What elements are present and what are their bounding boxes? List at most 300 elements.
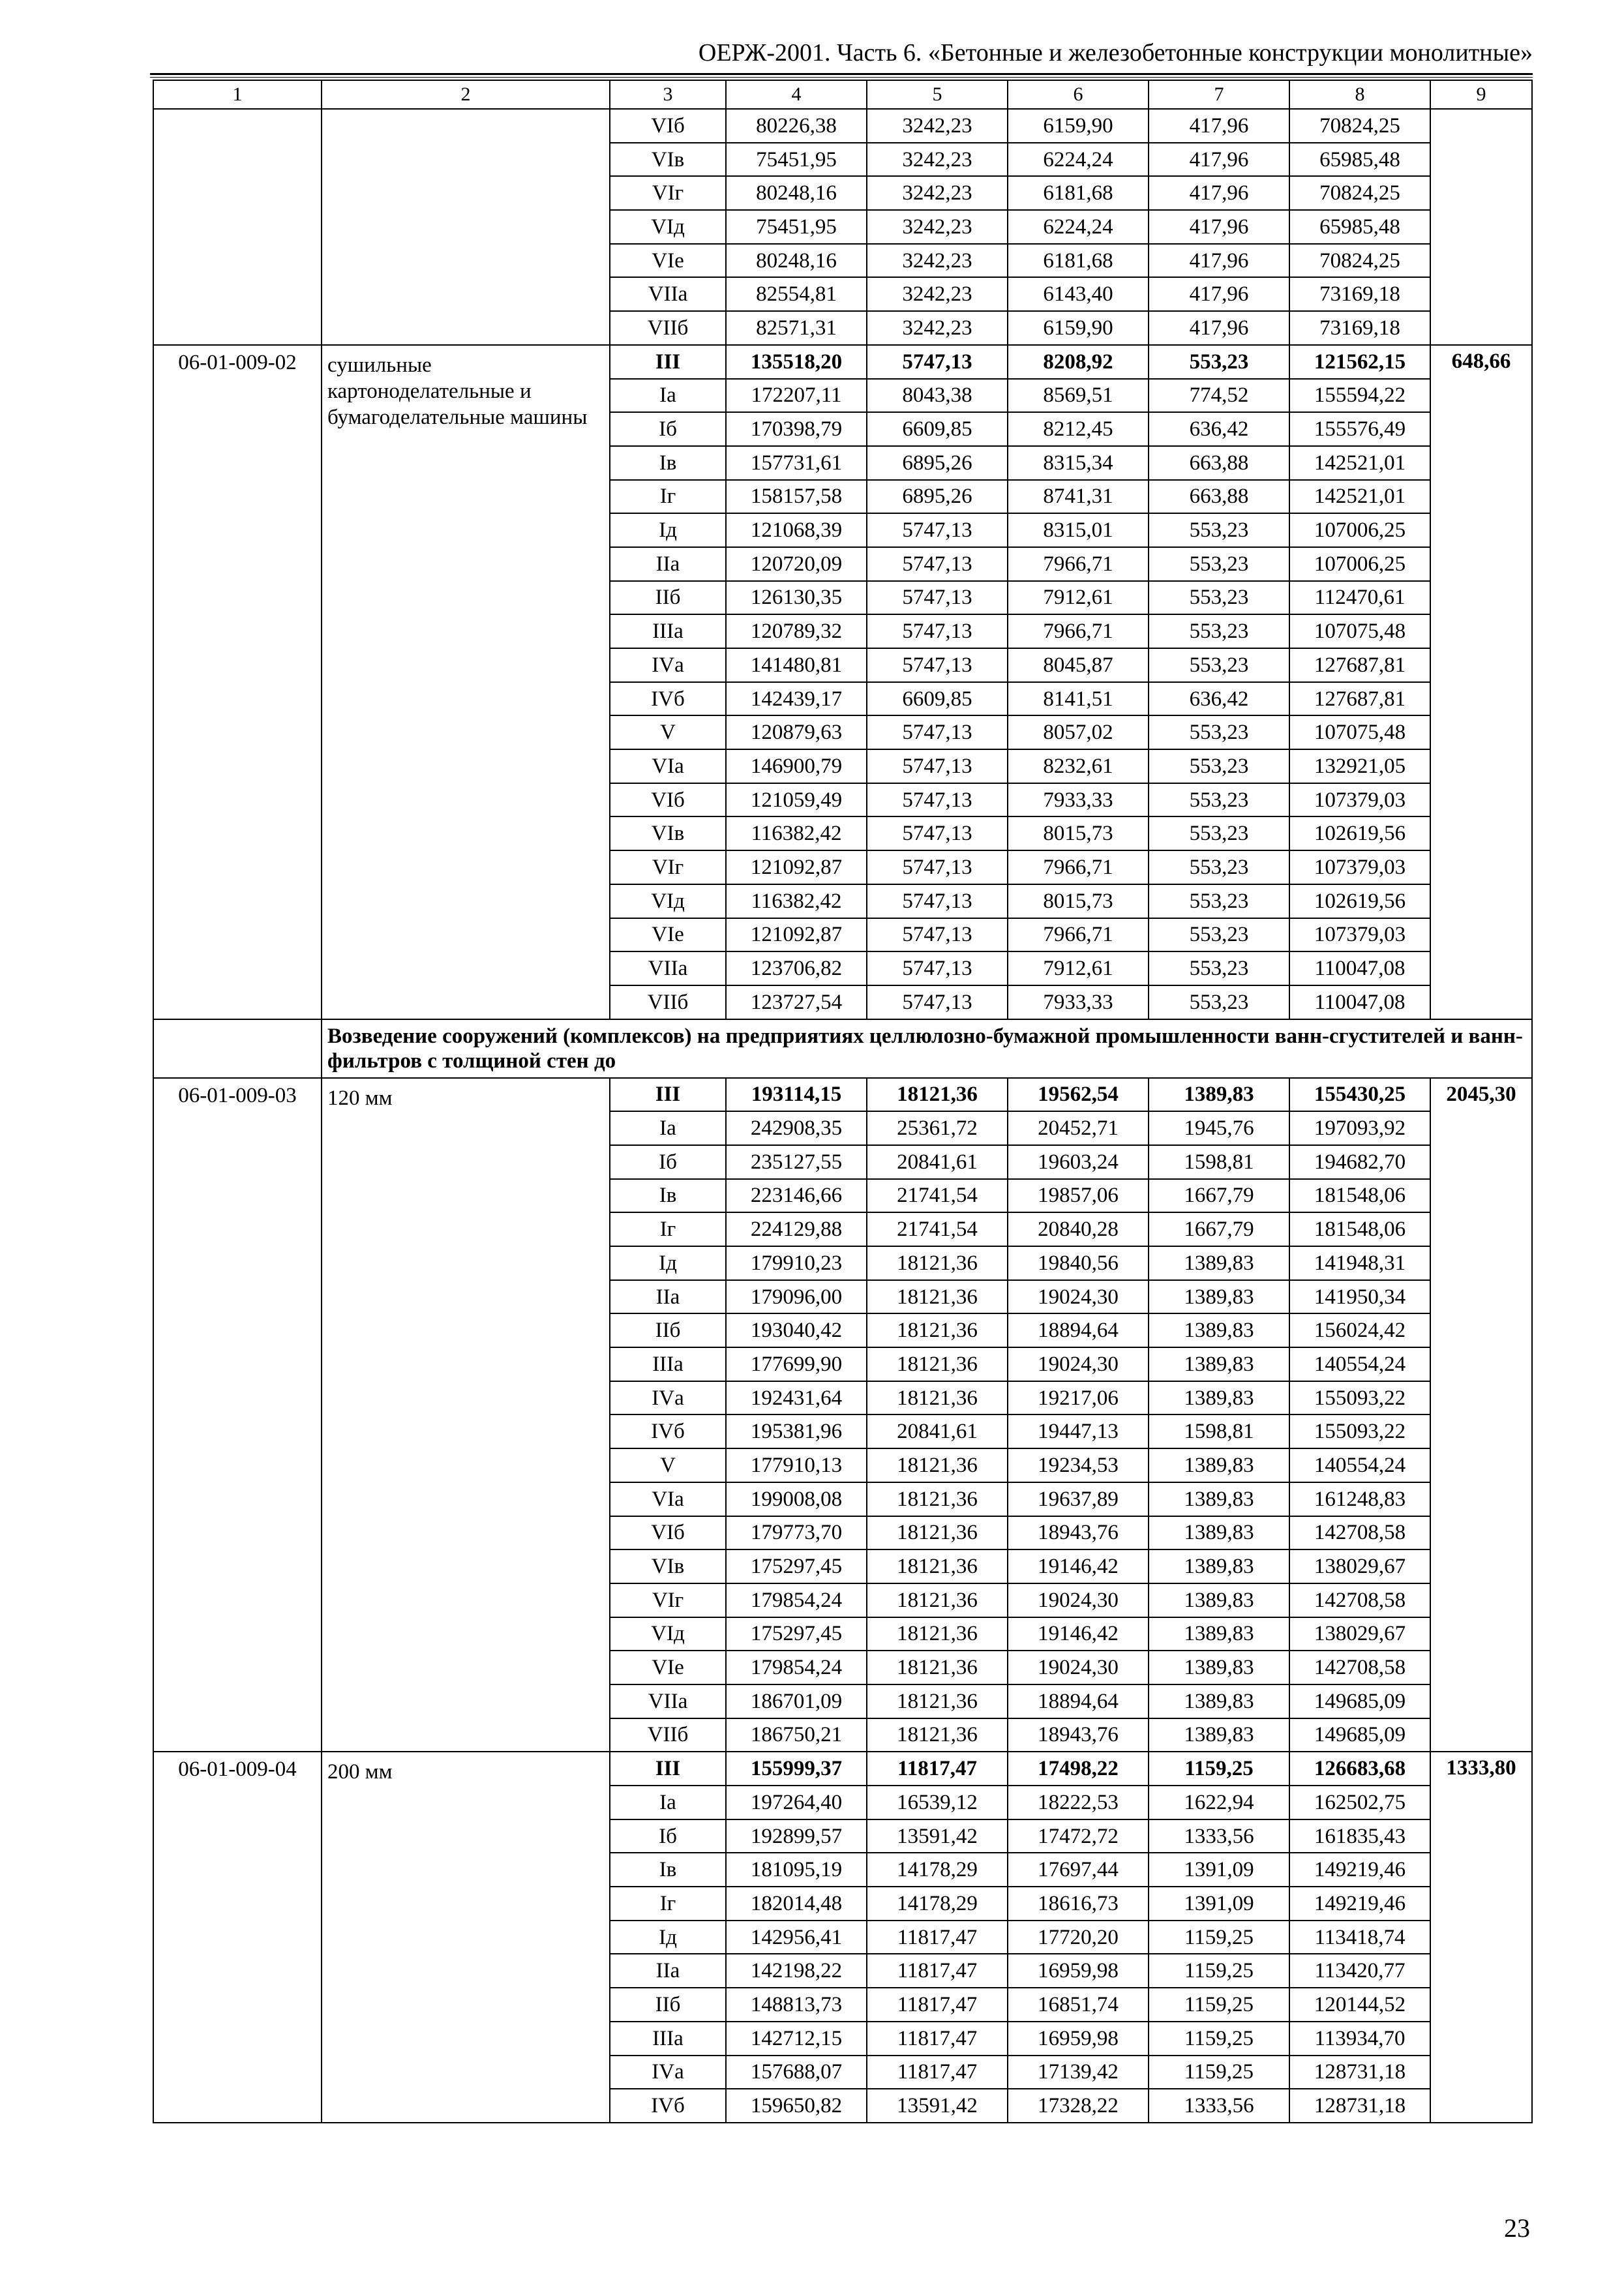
machines-cell: 19024,30 (1008, 1347, 1149, 1381)
wages-cell: 13591,42 (867, 1819, 1008, 1853)
zone-cell: Iа (610, 1111, 726, 1145)
zone-cell: IIб (610, 1313, 726, 1347)
materials-cell: 140554,24 (1289, 1448, 1430, 1482)
machinist-wages-cell: 1389,83 (1149, 1381, 1289, 1415)
zone-cell: VIд (610, 210, 726, 244)
zone-cell: Iб (610, 1819, 726, 1853)
machinist-wages-cell: 417,96 (1149, 311, 1289, 345)
total-cost-cell: 172207,11 (726, 379, 867, 413)
total-cost-cell: 195381,96 (726, 1414, 867, 1448)
zone-cell: IVа (610, 648, 726, 682)
machinist-wages-cell: 553,23 (1149, 749, 1289, 783)
column-number-cell: 8 (1289, 80, 1430, 109)
materials-cell: 155093,22 (1289, 1381, 1430, 1415)
total-cost-cell: 148813,73 (726, 1988, 867, 2022)
column-number-row (153, 80, 1532, 109)
materials-cell: 113420,77 (1289, 1954, 1430, 1988)
total-cost-cell: 157731,61 (726, 446, 867, 480)
total-cost-cell: 224129,88 (726, 1212, 867, 1246)
zone-cell: IVб (610, 1414, 726, 1448)
total-cost-cell: 181095,19 (726, 1853, 867, 1887)
wages-cell: 5747,13 (867, 749, 1008, 783)
materials-cell: 107379,03 (1289, 850, 1430, 884)
zone-cell: VIе (610, 918, 726, 952)
machines-cell: 19024,30 (1008, 1651, 1149, 1684)
total-cost-cell: 120789,32 (726, 614, 867, 648)
zone-cell: IIа (610, 1954, 726, 1988)
total-cost-cell: 223146,66 (726, 1179, 867, 1213)
machines-cell: 8315,34 (1008, 446, 1149, 480)
wages-cell: 16539,12 (867, 1786, 1008, 1819)
machinist-wages-cell: 417,96 (1149, 109, 1289, 143)
total-cost-cell: 179773,70 (726, 1516, 867, 1550)
machines-cell: 7912,61 (1008, 581, 1149, 615)
wages-cell: 11817,47 (867, 1752, 1008, 1786)
zone-cell: Iг (610, 1212, 726, 1246)
labor-cost-cell (1430, 109, 1532, 345)
table-row (153, 1752, 1532, 1786)
machines-cell: 6159,90 (1008, 311, 1149, 345)
wages-cell: 18121,36 (867, 1718, 1008, 1752)
machinist-wages-cell: 1389,83 (1149, 1482, 1289, 1516)
zone-cell: Iд (610, 1246, 726, 1280)
zone-cell: V (610, 1448, 726, 1482)
total-cost-cell: 192899,57 (726, 1819, 867, 1853)
zone-cell: Iб (610, 1145, 726, 1179)
total-cost-cell: 186701,09 (726, 1684, 867, 1718)
machines-cell: 7966,71 (1008, 850, 1149, 884)
total-cost-cell: 177910,13 (726, 1448, 867, 1482)
machines-cell: 19857,06 (1008, 1179, 1149, 1213)
machines-cell: 18616,73 (1008, 1887, 1149, 1921)
machines-cell: 8232,61 (1008, 749, 1149, 783)
materials-cell: 127687,81 (1289, 682, 1430, 716)
machines-cell: 20452,71 (1008, 1111, 1149, 1145)
machinist-wages-cell: 1389,83 (1149, 1651, 1289, 1684)
wages-cell: 5747,13 (867, 918, 1008, 952)
total-cost-cell: 159650,82 (726, 2089, 867, 2123)
zone-cell: Iб (610, 412, 726, 446)
materials-cell: 142708,58 (1289, 1516, 1430, 1550)
machinist-wages-cell: 1389,83 (1149, 1448, 1289, 1482)
wages-cell: 3242,23 (867, 244, 1008, 278)
materials-cell: 156024,42 (1289, 1313, 1430, 1347)
machines-cell: 7912,61 (1008, 951, 1149, 985)
machinist-wages-cell: 1389,83 (1149, 1313, 1289, 1347)
materials-cell: 149219,46 (1289, 1853, 1430, 1887)
materials-cell: 138029,67 (1289, 1617, 1430, 1651)
zone-cell: VIIб (610, 311, 726, 345)
total-cost-cell: 192431,64 (726, 1381, 867, 1415)
materials-cell: 197093,92 (1289, 1111, 1430, 1145)
wages-cell: 6895,26 (867, 480, 1008, 514)
column-number-cell: 5 (867, 80, 1008, 109)
machinist-wages-cell: 553,23 (1149, 345, 1289, 379)
zone-cell: VIе (610, 244, 726, 278)
machinist-wages-cell: 1389,83 (1149, 1583, 1289, 1617)
wages-cell: 25361,72 (867, 1111, 1008, 1145)
machinist-wages-cell: 1159,25 (1149, 1752, 1289, 1786)
machines-cell: 18222,53 (1008, 1786, 1149, 1819)
machines-cell: 17472,72 (1008, 1819, 1149, 1853)
machines-cell: 8141,51 (1008, 682, 1149, 716)
total-cost-cell: 242908,35 (726, 1111, 867, 1145)
machines-cell: 19217,06 (1008, 1381, 1149, 1415)
materials-cell: 162502,75 (1289, 1786, 1430, 1819)
zone-cell: VIд (610, 1617, 726, 1651)
machinist-wages-cell: 553,23 (1149, 715, 1289, 749)
materials-cell: 73169,18 (1289, 277, 1430, 311)
code-cell (153, 109, 322, 345)
labor-cost-cell: 648,66 (1430, 345, 1532, 1019)
machinist-wages-cell: 553,23 (1149, 513, 1289, 547)
machines-cell: 17498,22 (1008, 1752, 1149, 1786)
materials-cell: 194682,70 (1289, 1145, 1430, 1179)
wages-cell: 11817,47 (867, 1988, 1008, 2022)
machines-cell: 20840,28 (1008, 1212, 1149, 1246)
materials-cell: 141950,34 (1289, 1280, 1430, 1314)
total-cost-cell: 123727,54 (726, 985, 867, 1019)
zone-cell: VIа (610, 1482, 726, 1516)
machinist-wages-cell: 417,96 (1149, 176, 1289, 210)
wages-cell: 14178,29 (867, 1887, 1008, 1921)
page-number: 23 (1504, 2213, 1530, 2243)
total-cost-cell: 158157,58 (726, 480, 867, 514)
total-cost-cell: 170398,79 (726, 412, 867, 446)
materials-cell: 70824,25 (1289, 176, 1430, 210)
machinist-wages-cell: 1389,83 (1149, 1347, 1289, 1381)
wages-cell: 18121,36 (867, 1583, 1008, 1617)
total-cost-cell: 126130,35 (726, 581, 867, 615)
wages-cell: 18121,36 (867, 1617, 1008, 1651)
machines-cell: 18943,76 (1008, 1718, 1149, 1752)
machinist-wages-cell: 417,96 (1149, 277, 1289, 311)
wages-cell: 8043,38 (867, 379, 1008, 413)
machines-cell: 7966,71 (1008, 614, 1149, 648)
machinist-wages-cell: 553,23 (1149, 951, 1289, 985)
total-cost-cell: 82571,31 (726, 311, 867, 345)
zone-cell: VIб (610, 1516, 726, 1550)
wages-cell: 20841,61 (867, 1145, 1008, 1179)
materials-cell: 161248,83 (1289, 1482, 1430, 1516)
column-number-cell: 9 (1430, 80, 1532, 109)
machinist-wages-cell: 1389,83 (1149, 1246, 1289, 1280)
materials-cell: 128731,18 (1289, 2056, 1430, 2089)
table-row (153, 109, 1532, 143)
machinist-wages-cell: 636,42 (1149, 682, 1289, 716)
machines-cell: 19024,30 (1008, 1280, 1149, 1314)
wages-cell: 5747,13 (867, 513, 1008, 547)
total-cost-cell: 121068,39 (726, 513, 867, 547)
materials-cell: 161835,43 (1289, 1819, 1430, 1853)
machinist-wages-cell: 553,23 (1149, 918, 1289, 952)
total-cost-cell: 142956,41 (726, 1921, 867, 1954)
materials-cell: 110047,08 (1289, 951, 1430, 985)
materials-cell: 128731,18 (1289, 2089, 1430, 2123)
zone-cell: IVа (610, 1381, 726, 1415)
table-row (153, 345, 1532, 379)
machines-cell: 8057,02 (1008, 715, 1149, 749)
column-number-cell: 1 (153, 80, 322, 109)
zone-cell: IIIа (610, 1347, 726, 1381)
section-title: Возведение сооружений (комплексов) на предприятиях целлюлозно-бумажной промышленности ванн-сгустителей и ванн-фильтров с толщиной стен до (322, 1019, 1532, 1078)
materials-cell: 155594,22 (1289, 379, 1430, 413)
zone-cell: VIIа (610, 1684, 726, 1718)
total-cost-cell: 121092,87 (726, 850, 867, 884)
materials-cell: 107379,03 (1289, 783, 1430, 817)
total-cost-cell: 121092,87 (726, 918, 867, 952)
materials-cell: 149685,09 (1289, 1718, 1430, 1752)
total-cost-cell: 193040,42 (726, 1313, 867, 1347)
wages-cell: 5747,13 (867, 985, 1008, 1019)
machines-cell: 6159,90 (1008, 109, 1149, 143)
zone-cell: IVб (610, 2089, 726, 2123)
column-number-cell: 4 (726, 80, 867, 109)
machines-cell: 8569,51 (1008, 379, 1149, 413)
total-cost-cell: 199008,08 (726, 1482, 867, 1516)
total-cost-cell: 116382,42 (726, 884, 867, 918)
materials-cell: 181548,06 (1289, 1179, 1430, 1213)
zone-cell: Iг (610, 480, 726, 514)
zone-cell: IIб (610, 581, 726, 615)
machinist-wages-cell: 1622,94 (1149, 1786, 1289, 1819)
total-cost-cell: 82554,81 (726, 277, 867, 311)
machinist-wages-cell: 1945,76 (1149, 1111, 1289, 1145)
zone-cell: III (610, 345, 726, 379)
rate-code: 06-01-009-02 (153, 345, 322, 1019)
materials-cell: 107075,48 (1289, 715, 1430, 749)
zone-cell: IVа (610, 2056, 726, 2089)
machines-cell: 8015,73 (1008, 816, 1149, 850)
materials-cell: 132921,05 (1289, 749, 1430, 783)
zone-cell: Iд (610, 513, 726, 547)
machines-cell: 6181,68 (1008, 176, 1149, 210)
machines-cell: 8741,31 (1008, 480, 1149, 514)
rate-code: 06-01-009-03 (153, 1078, 322, 1752)
materials-cell: 149219,46 (1289, 1887, 1430, 1921)
labor-cost-cell: 1333,80 (1430, 1752, 1532, 2123)
materials-cell: 138029,67 (1289, 1549, 1430, 1583)
zone-cell: Iа (610, 379, 726, 413)
zone-cell: VIе (610, 1651, 726, 1684)
wages-cell: 3242,23 (867, 109, 1008, 143)
machines-cell: 16851,74 (1008, 1988, 1149, 2022)
wages-cell: 18121,36 (867, 1516, 1008, 1550)
materials-cell: 142521,01 (1289, 480, 1430, 514)
materials-cell: 142708,58 (1289, 1583, 1430, 1617)
machines-cell: 8015,73 (1008, 884, 1149, 918)
zone-cell: VIв (610, 143, 726, 177)
machines-cell: 16959,98 (1008, 1954, 1149, 1988)
machinist-wages-cell: 417,96 (1149, 210, 1289, 244)
wages-cell: 18121,36 (867, 1280, 1008, 1314)
wages-cell: 5747,13 (867, 648, 1008, 682)
machines-cell: 17697,44 (1008, 1853, 1149, 1887)
header-rule-thin (150, 77, 1533, 78)
machinist-wages-cell: 553,23 (1149, 581, 1289, 615)
zone-cell: V (610, 715, 726, 749)
total-cost-cell: 120720,09 (726, 547, 867, 581)
machines-cell: 19637,89 (1008, 1482, 1149, 1516)
machines-cell: 17139,42 (1008, 2056, 1149, 2089)
zone-cell: VIв (610, 816, 726, 850)
materials-cell: 155093,22 (1289, 1414, 1430, 1448)
name-cell (322, 109, 610, 345)
zone-cell: VIг (610, 850, 726, 884)
wages-cell: 3242,23 (867, 311, 1008, 345)
wages-cell: 11817,47 (867, 1954, 1008, 1988)
wages-cell: 18121,36 (867, 1246, 1008, 1280)
total-cost-cell: 146900,79 (726, 749, 867, 783)
work-name: 200 мм (322, 1752, 610, 2123)
wages-cell: 5747,13 (867, 783, 1008, 817)
total-cost-cell: 186750,21 (726, 1718, 867, 1752)
materials-cell: 127687,81 (1289, 648, 1430, 682)
machinist-wages-cell: 1389,83 (1149, 1718, 1289, 1752)
machines-cell: 6181,68 (1008, 244, 1149, 278)
materials-cell: 140554,24 (1289, 1347, 1430, 1381)
total-cost-cell: 80248,16 (726, 176, 867, 210)
machinist-wages-cell: 553,23 (1149, 648, 1289, 682)
wages-cell: 5747,13 (867, 715, 1008, 749)
total-cost-cell: 116382,42 (726, 816, 867, 850)
machines-cell: 7966,71 (1008, 918, 1149, 952)
machinist-wages-cell: 1598,81 (1149, 1414, 1289, 1448)
total-cost-cell: 182014,48 (726, 1887, 867, 1921)
wages-cell: 3242,23 (867, 176, 1008, 210)
machinist-wages-cell: 1389,83 (1149, 1516, 1289, 1550)
machines-cell: 19024,30 (1008, 1583, 1149, 1617)
wages-cell: 5747,13 (867, 581, 1008, 615)
total-cost-cell: 75451,95 (726, 143, 867, 177)
zone-cell: III (610, 1078, 726, 1112)
wages-cell: 18121,36 (867, 1651, 1008, 1684)
wages-cell: 5747,13 (867, 345, 1008, 379)
machines-cell: 8212,45 (1008, 412, 1149, 446)
machinist-wages-cell: 553,23 (1149, 850, 1289, 884)
materials-cell: 65985,48 (1289, 143, 1430, 177)
materials-cell: 126683,68 (1289, 1752, 1430, 1786)
total-cost-cell: 175297,45 (726, 1549, 867, 1583)
machinist-wages-cell: 1667,79 (1149, 1179, 1289, 1213)
zone-cell: Iа (610, 1786, 726, 1819)
total-cost-cell: 142712,15 (726, 2022, 867, 2056)
total-cost-cell: 179910,23 (726, 1246, 867, 1280)
machines-cell: 19603,24 (1008, 1145, 1149, 1179)
total-cost-cell: 121059,49 (726, 783, 867, 817)
machinist-wages-cell: 774,52 (1149, 379, 1289, 413)
materials-cell: 113934,70 (1289, 2022, 1430, 2056)
machinist-wages-cell: 1389,83 (1149, 1280, 1289, 1314)
wages-cell: 5747,13 (867, 816, 1008, 850)
zone-cell: IIа (610, 1280, 726, 1314)
machines-cell: 6224,24 (1008, 143, 1149, 177)
wages-cell: 21741,54 (867, 1212, 1008, 1246)
machinist-wages-cell: 1159,25 (1149, 1988, 1289, 2022)
machinist-wages-cell: 1159,25 (1149, 1954, 1289, 1988)
rate-code: 06-01-009-04 (153, 1752, 322, 2123)
total-cost-cell: 179854,24 (726, 1651, 867, 1684)
wages-cell: 18121,36 (867, 1482, 1008, 1516)
materials-cell: 110047,08 (1289, 985, 1430, 1019)
wages-cell: 18121,36 (867, 1381, 1008, 1415)
zone-cell: VIIа (610, 951, 726, 985)
materials-cell: 73169,18 (1289, 311, 1430, 345)
table-row (153, 1078, 1532, 1112)
wages-cell: 5747,13 (867, 884, 1008, 918)
zone-cell: VIг (610, 176, 726, 210)
wages-cell: 18121,36 (867, 1448, 1008, 1482)
total-cost-cell: 80226,38 (726, 109, 867, 143)
machines-cell: 19840,56 (1008, 1246, 1149, 1280)
wages-cell: 5747,13 (867, 850, 1008, 884)
wages-cell: 3242,23 (867, 210, 1008, 244)
total-cost-cell: 193114,15 (726, 1078, 867, 1112)
wages-cell: 18121,36 (867, 1078, 1008, 1112)
materials-cell: 113418,74 (1289, 1921, 1430, 1954)
zone-cell: Iг (610, 1887, 726, 1921)
total-cost-cell: 75451,95 (726, 210, 867, 244)
materials-cell: 107006,25 (1289, 547, 1430, 581)
zone-cell: VIIб (610, 985, 726, 1019)
column-number-cell: 2 (322, 80, 610, 109)
wages-cell: 21741,54 (867, 1179, 1008, 1213)
machines-cell: 19447,13 (1008, 1414, 1149, 1448)
total-cost-cell: 179854,24 (726, 1583, 867, 1617)
total-cost-cell: 123706,82 (726, 951, 867, 985)
machinist-wages-cell: 553,23 (1149, 985, 1289, 1019)
wages-cell: 14178,29 (867, 1853, 1008, 1887)
machinist-wages-cell: 553,23 (1149, 614, 1289, 648)
total-cost-cell: 177699,90 (726, 1347, 867, 1381)
wages-cell: 5747,13 (867, 951, 1008, 985)
zone-cell: VIIа (610, 277, 726, 311)
total-cost-cell: 142198,22 (726, 1954, 867, 1988)
wages-cell: 20841,61 (867, 1414, 1008, 1448)
wages-cell: 11817,47 (867, 1921, 1008, 1954)
labor-cost-cell: 2045,30 (1430, 1078, 1532, 1752)
header-rule-thick (150, 73, 1533, 75)
zone-cell: IVб (610, 682, 726, 716)
materials-cell: 120144,52 (1289, 1988, 1430, 2022)
materials-cell: 141948,31 (1289, 1246, 1430, 1280)
materials-cell: 70824,25 (1289, 109, 1430, 143)
total-cost-cell: 155999,37 (726, 1752, 867, 1786)
machines-cell: 8045,87 (1008, 648, 1149, 682)
machines-cell: 6143,40 (1008, 277, 1149, 311)
machinist-wages-cell: 553,23 (1149, 783, 1289, 817)
zone-cell: VIб (610, 109, 726, 143)
machines-cell: 17720,20 (1008, 1921, 1149, 1954)
zone-cell: VIд (610, 884, 726, 918)
zone-cell: IIа (610, 547, 726, 581)
machinist-wages-cell: 1389,83 (1149, 1078, 1289, 1112)
machinist-wages-cell: 417,96 (1149, 244, 1289, 278)
zone-cell: Iд (610, 1921, 726, 1954)
materials-cell: 107379,03 (1289, 918, 1430, 952)
zone-cell: Iв (610, 446, 726, 480)
wages-cell: 11817,47 (867, 2022, 1008, 2056)
zone-cell: IIIа (610, 2022, 726, 2056)
machines-cell: 7966,71 (1008, 547, 1149, 581)
wages-cell: 13591,42 (867, 2089, 1008, 2123)
column-number-cell: 6 (1008, 80, 1149, 109)
machinist-wages-cell: 1159,25 (1149, 2022, 1289, 2056)
machines-cell: 8208,92 (1008, 345, 1149, 379)
materials-cell: 181548,06 (1289, 1212, 1430, 1246)
column-number-cell: 3 (610, 80, 726, 109)
document-header: ОЕРЖ-2001. Часть 6. «Бетонные и железобетонные конструкции монолитные» (698, 39, 1533, 67)
